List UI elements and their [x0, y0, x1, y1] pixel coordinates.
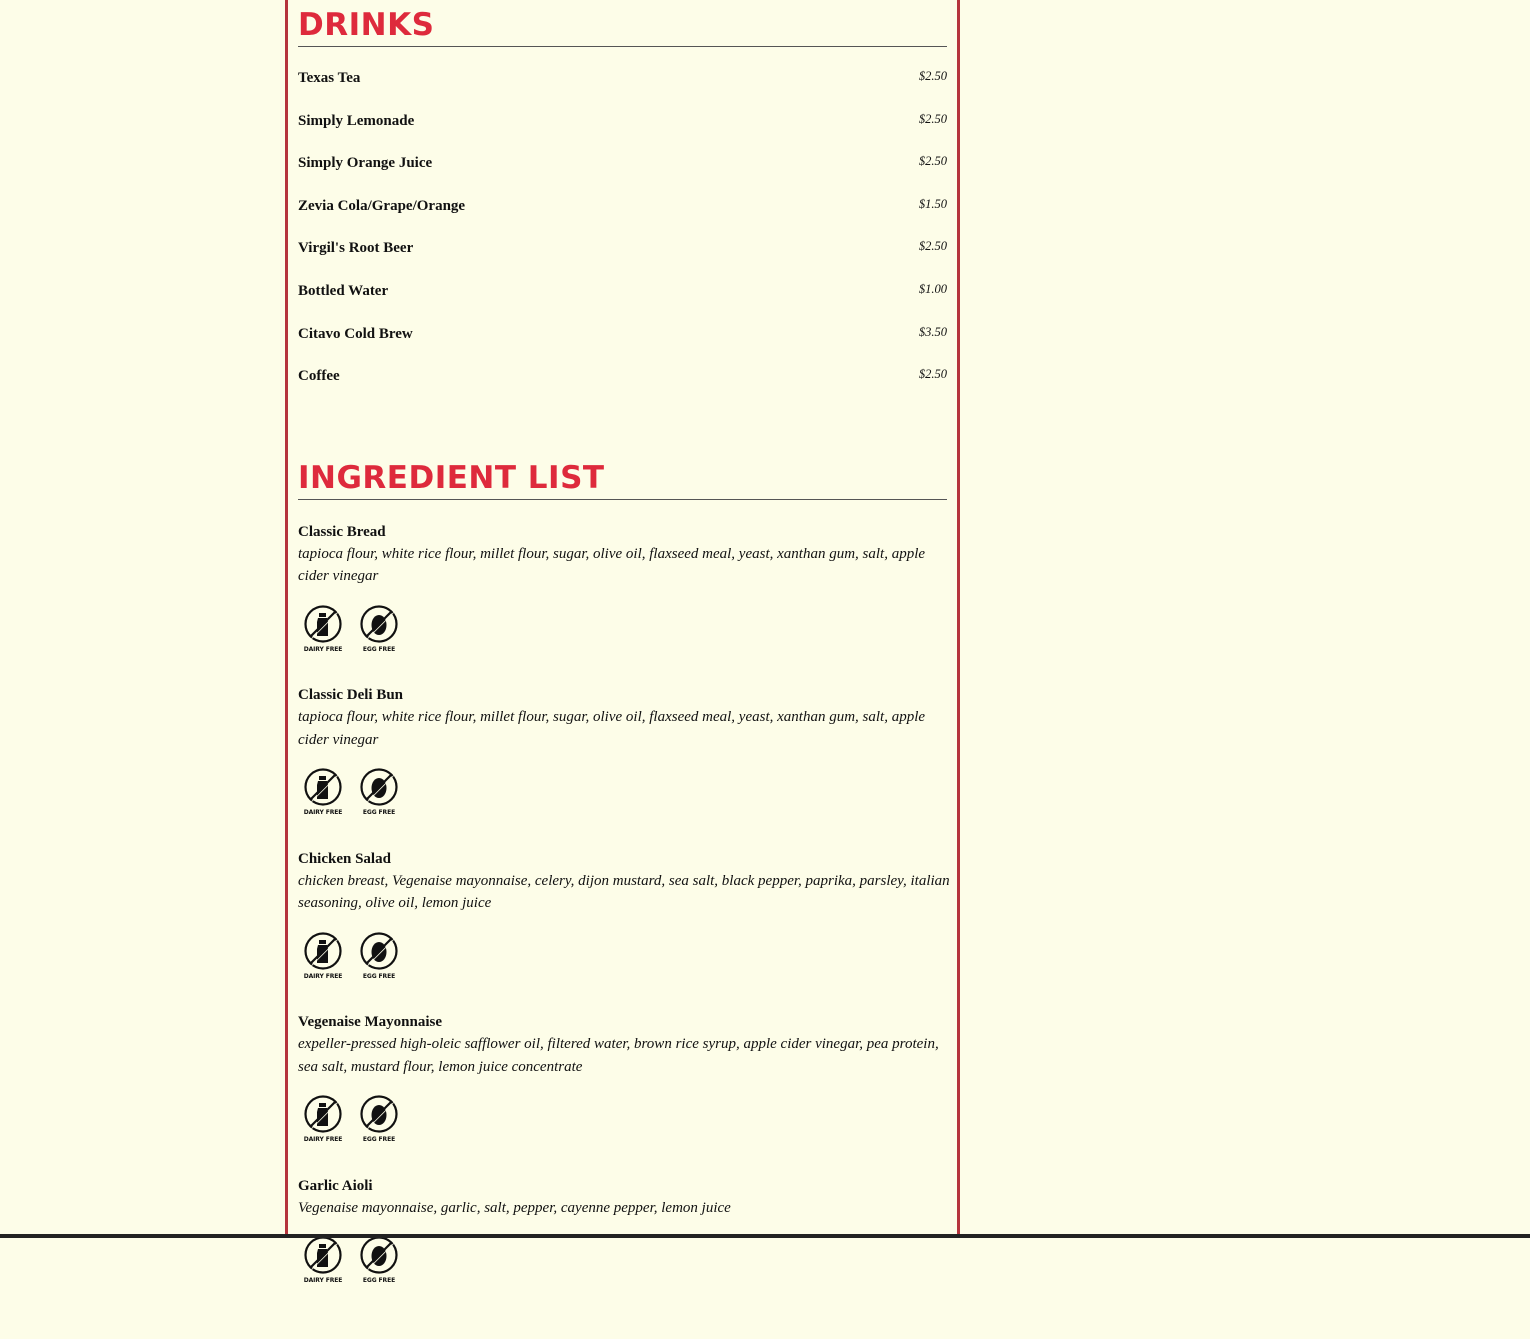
drink-name: Zevia Cola/Grape/Orange [298, 197, 466, 214]
dairy-free-icon [303, 1094, 343, 1134]
allergen-badges [298, 1094, 947, 1143]
allergen-badges [298, 931, 947, 980]
drink-name: Simply Lemonade [298, 112, 415, 129]
egg-free-icon [359, 1235, 399, 1275]
ingredient-description: tapioca flour, white rice flour, millet flour, sugar, olive oil, flaxseed meal, yeast, xanthan gum, salt, apple cider vinegar [298, 709, 926, 748]
egg-free-badge [358, 604, 400, 653]
ingredient-list [298, 522, 950, 1339]
drink-name: Coffee [298, 368, 340, 385]
ingredient-name: Classic Bread [298, 523, 386, 540]
ingredient-heading: INGREDIENT LIST [298, 453, 947, 500]
badge-label: EGG FREE [362, 972, 396, 980]
ingredient-name: Chicken Salad [298, 850, 391, 867]
badge-label: DAIRY FREE [303, 809, 343, 817]
ingredient-item [298, 849, 950, 1013]
ingredient-item [298, 685, 947, 849]
egg-free-badge [358, 1235, 400, 1284]
badge-label: EGG FREE [362, 1136, 396, 1144]
ingredient-section [298, 453, 950, 1339]
drink-list [298, 66, 947, 407]
drink-name: Citavo Cold Brew [298, 325, 413, 342]
ingredient-description: chicken breast, Vegenaise mayonnaise, celery, dijon mustard, sea salt, black pepper, paprika, parsley, italian seasoning, olive oil, lemon juice [298, 872, 950, 912]
drink-price: $2.50 [918, 154, 947, 169]
egg-free-badge [358, 1094, 400, 1143]
drinks-heading: DRINKS [298, 0, 947, 47]
dairy-free-icon [303, 1235, 343, 1275]
ingredient-description: tapioca flour, white rice flour, millet flour, sugar, olive oil, flaxseed meal, yeast, xanthan gum, salt, apple cider vinegar [298, 545, 926, 585]
allergen-badges [298, 604, 947, 653]
egg-free-badge [358, 767, 400, 816]
drink-price: $2.50 [918, 111, 947, 126]
drink-item [298, 279, 947, 322]
drink-price: $3.50 [918, 324, 947, 339]
ingredient-item [298, 1176, 947, 1339]
ingredient-description: expeller-pressed high-oleic safflower oil, filtered water, brown rice syrup, apple cider vinegar, pea protein, sea salt, mustard flour, lemon juice concentrate [298, 1036, 939, 1075]
badge-label: EGG FREE [362, 645, 396, 653]
drink-item [298, 194, 947, 237]
drink-price: $1.50 [918, 196, 947, 211]
drink-item [298, 109, 947, 152]
drink-item [298, 151, 947, 194]
badge-label: DAIRY FREE [303, 645, 343, 653]
allergen-badges [298, 1235, 947, 1284]
drink-item [298, 236, 947, 279]
egg-free-icon [359, 1094, 399, 1134]
dairy-free-badge [302, 1094, 344, 1143]
menu-column [285, 0, 960, 1285]
drink-name: Virgil's Root Beer [298, 240, 414, 257]
drinks-section [298, 0, 947, 407]
drink-price: $2.50 [918, 239, 947, 254]
dairy-free-badge [302, 1235, 344, 1284]
egg-free-badge [358, 931, 400, 980]
ingredient-item [298, 1012, 947, 1176]
allergen-badges [298, 767, 947, 816]
dairy-free-badge [302, 931, 344, 980]
window-bottom-edge [0, 1234, 1530, 1238]
ingredient-name: Vegenaise Mayonnaise [298, 1014, 443, 1031]
dairy-free-icon [303, 604, 343, 644]
badge-label: DAIRY FREE [303, 1277, 343, 1285]
ingredient-name: Classic Deli Bun [298, 687, 404, 704]
dairy-free-icon [303, 931, 343, 971]
egg-free-icon [359, 767, 399, 807]
drink-name: Bottled Water [298, 282, 389, 299]
ingredient-item [298, 522, 947, 686]
drink-item [298, 322, 947, 365]
egg-free-icon [359, 604, 399, 644]
drink-item [298, 364, 947, 407]
drink-name: Simply Orange Juice [298, 155, 433, 172]
drink-item [298, 66, 947, 109]
drink-price: $2.50 [918, 367, 947, 382]
ingredient-description: Vegenaise mayonnaise, garlic, salt, pepper, cayenne pepper, lemon juice [298, 1199, 731, 1216]
ingredient-name: Garlic Aioli [298, 1177, 373, 1194]
drink-price: $1.00 [918, 281, 947, 296]
dairy-free-badge [302, 604, 344, 653]
drink-price: $2.50 [918, 69, 947, 83]
egg-free-icon [359, 931, 399, 971]
badge-label: DAIRY FREE [303, 1136, 343, 1144]
badge-label: EGG FREE [362, 809, 396, 817]
badge-label: EGG FREE [362, 1277, 396, 1285]
dairy-free-badge [302, 767, 344, 816]
drink-name: Texas Tea [298, 70, 361, 86]
dairy-free-icon [303, 767, 343, 807]
badge-label: DAIRY FREE [303, 972, 343, 980]
